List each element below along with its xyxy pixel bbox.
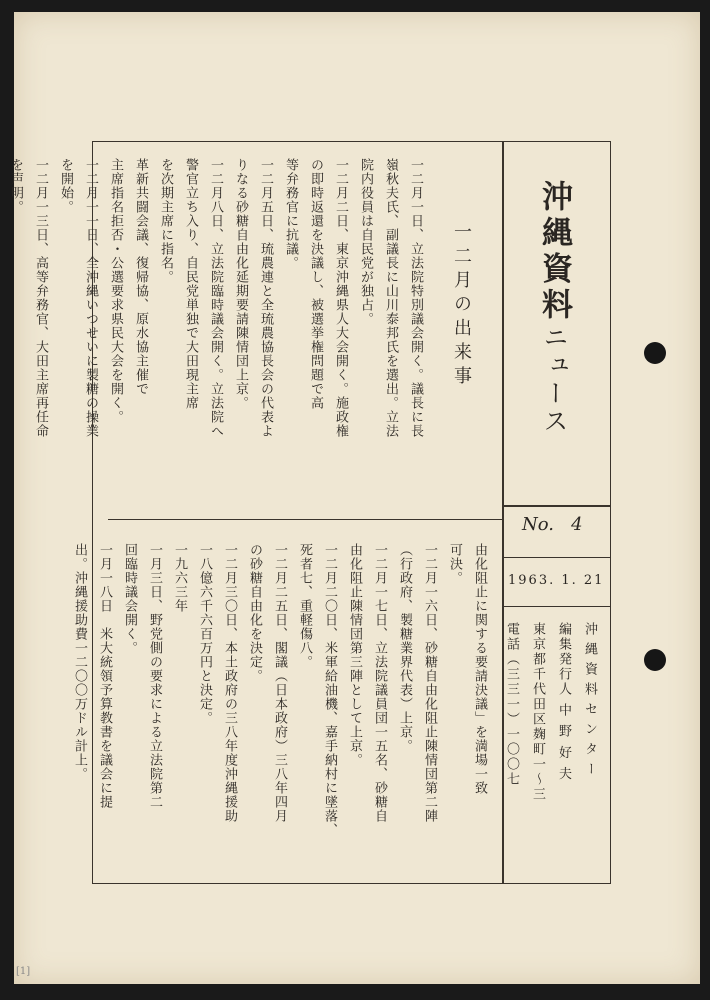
publisher-editor: 編集発行人 中 野 好 夫 <box>556 622 571 782</box>
issue-number: No. 4 <box>522 514 583 535</box>
masthead-rule-1 <box>502 505 611 507</box>
text-line: 死者七、重軽傷八。 <box>297 543 312 669</box>
text-line <box>0 158 3 513</box>
text-line: 一月三日、野党側の要求による立法院第二 <box>147 543 162 809</box>
text-line: 回臨時議会開く。 <box>122 543 137 655</box>
text-line: 出。沖縄援助費一二〇〇万ドル計上。 <box>72 543 87 781</box>
text-line: 一月一八日 米大統領予算教書を議会に提 <box>97 543 112 809</box>
text-line: の砂糖自由化を決定。 <box>247 543 262 683</box>
page-mark: [1] <box>16 966 31 977</box>
newsletter-title <box>537 180 571 436</box>
punch-hole-bottom <box>644 649 666 671</box>
text-line: 由化阻止陳情団第三陣として上京。 <box>347 543 362 767</box>
text-line: りなる砂糖自由化延期要請陳情団上京。 <box>233 158 248 410</box>
masthead-rule-3 <box>502 606 611 607</box>
text-line: 一二月二五日、閣議（日本政府）三八年四月 <box>272 543 287 823</box>
text-line: 一二月一日、立法院特別議会開く。議長に長 <box>408 158 423 438</box>
text-line: 一二月二〇日、米軍給油機、嘉手納村に墜落、 <box>322 543 337 837</box>
text-line: を次期主席に指名。 <box>158 158 173 284</box>
publisher-name: 沖縄資料センター <box>582 622 597 782</box>
text-line: 革新共闘会議、復帰協、原水協主催で <box>133 158 148 396</box>
lower-article-body <box>72 543 492 843</box>
text-line: を声明。 <box>8 158 23 214</box>
text-line: 警官立ち入り、自民党単独で大田現主席 <box>183 158 198 410</box>
text-line: 由化阻止に関する要請決議」を満場一致 <box>472 543 487 795</box>
title-sub: ニュース <box>540 324 569 436</box>
section-divider <box>108 519 502 520</box>
text-line: 院内役員は自民党が独占。 <box>358 158 373 326</box>
text-line: 一二月一一日、全沖縄いつせいに製糖の操業 <box>83 158 98 438</box>
publisher-block <box>502 622 602 872</box>
upper-article-body <box>8 158 428 513</box>
text-line: 一二月一六日、砂糖自由化阻止陳情団第二陣 <box>422 543 437 823</box>
text-line: の即時返還を決議し、被選挙権問題で高 <box>308 158 323 410</box>
masthead-rule-2 <box>502 557 611 558</box>
text-line: を開始。 <box>58 158 73 214</box>
text-line: 一二月一七日、立法院議員団一五名、砂糖自 <box>372 543 387 823</box>
text-line: 等弁務官に抗議。 <box>283 158 298 270</box>
title-main: 沖縄資料 <box>536 180 572 324</box>
text-line: 一八億六千六百万円と決定。 <box>197 543 212 725</box>
text-line: 可決。 <box>447 543 462 585</box>
punch-hole-top <box>644 342 666 364</box>
text-line: 一二月五日、琉農連と全琉農協長会の代表よ <box>258 158 273 438</box>
text-line: 一二月八日、立法院臨時議会開く。立法院へ <box>208 158 223 438</box>
text-line: 嶺秋夫氏、副議長に山川泰邦氏を選出。立法 <box>383 158 398 438</box>
text-line: 一九六三年 <box>172 543 187 613</box>
text-line: （行政府、製糖業界代表）上京。 <box>397 543 412 753</box>
text-line: 主席指名拒否・公選要求県民大会を開く。 <box>108 158 123 424</box>
text-line: 一二月一三日、高等弁務官、大田主席再任命 <box>33 158 48 438</box>
text-line: 一二月三〇日、本土政府の三八年度沖縄援助 <box>222 543 237 823</box>
section-heading: 一二月の出来事 <box>451 222 472 390</box>
issue-date: 1963. 1. 21 <box>508 573 605 588</box>
text-line: 一二月二日、東京沖縄県人大会開く。施政権 <box>333 158 348 438</box>
publisher-address: 東京都千代田区麹町一～三 <box>530 622 545 802</box>
publisher-phone: 電話（三三一）一〇〇七 <box>504 622 519 787</box>
